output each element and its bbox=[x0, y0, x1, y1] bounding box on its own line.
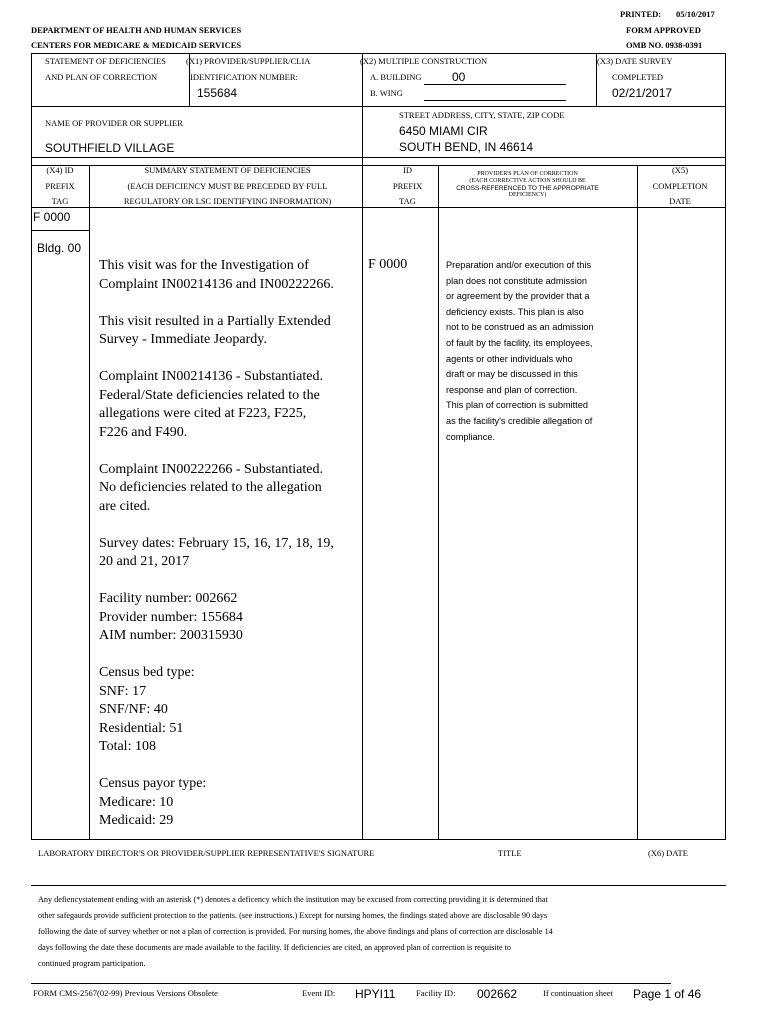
printed-date: 05/10/2017 bbox=[676, 9, 715, 19]
summary-line: SNF/NF: 40 bbox=[99, 702, 168, 717]
summary-statement bbox=[99, 257, 359, 831]
summary-header-2: (EACH DEFICIENCY MUST BE PRECEDED BY FULL bbox=[127, 181, 328, 191]
rule-col-header-bottom bbox=[31, 207, 726, 208]
summary-paragraph bbox=[99, 590, 359, 646]
poc-line: deficiency exists. This plan is also bbox=[446, 306, 584, 317]
summary-line: Survey dates: February 15, 16, 17, 18, 19, bbox=[99, 535, 334, 551]
department-title: DEPARTMENT OF HEALTH AND HUMAN SERVICES bbox=[31, 25, 242, 35]
x4-header-1: (X4) ID bbox=[46, 165, 74, 175]
poc-line: Preparation and/or execution of this bbox=[446, 260, 592, 270]
event-id-label: Event ID: bbox=[302, 988, 336, 998]
summary-paragraph bbox=[99, 535, 359, 572]
x3-label-1: (X3) DATE SURVEY bbox=[597, 56, 673, 66]
x4-header-2: PREFIX bbox=[45, 181, 75, 191]
address-line-2: SOUTH BEND, IN 46614 bbox=[399, 140, 534, 154]
summary-line: Census bed type: bbox=[99, 665, 195, 680]
summary-header-1: SUMMARY STATEMENT OF DEFICIENCIES bbox=[144, 165, 311, 175]
poc-line: as the facility's credible allegation of bbox=[446, 415, 593, 426]
rule-col-x4 bbox=[89, 208, 90, 840]
facility-id-value: 002662 bbox=[477, 987, 518, 1001]
summary-line: SNF: 17 bbox=[99, 683, 147, 699]
summary-line: 20 and 21, 2017 bbox=[99, 554, 190, 569]
footnote-line: following the date of survey whether or not a plan of correction is provided. For nursing homes, the above findings and plans of correction are disclosable 14 bbox=[38, 927, 553, 936]
summary-line: Provider number: 155684 bbox=[99, 609, 243, 625]
rule-left-a bbox=[31, 53, 32, 107]
summary-paragraph bbox=[99, 664, 359, 757]
poc-line: agents or other individuals who bbox=[446, 353, 573, 364]
summary-line: Census payor type: bbox=[99, 776, 207, 791]
building-value: 00 bbox=[452, 70, 466, 84]
summary-line: Survey - Immediate Jeopardy. bbox=[99, 332, 267, 347]
summary-line: Complaint IN00214136 - Substantiated. bbox=[99, 369, 323, 384]
provider-name-label: NAME OF PROVIDER OR SUPPLIER bbox=[45, 118, 183, 128]
continuation-label: If continuation sheet bbox=[543, 988, 613, 998]
poc-header-3: CROSS-REFERENCED TO THE APPROPRIATE bbox=[456, 185, 599, 192]
rule-signature-bottom bbox=[31, 885, 726, 886]
summary-line: Medicare: 10 bbox=[99, 794, 174, 810]
statement-label-1: STATEMENT OF DEFICIENCIES bbox=[45, 56, 167, 66]
rule-left-c bbox=[31, 165, 32, 840]
summary-paragraph bbox=[99, 368, 359, 442]
id-header-1: ID bbox=[403, 165, 412, 175]
footnote-line: continued program participation. bbox=[38, 959, 146, 968]
x6-date-label: (X6) DATE bbox=[648, 848, 688, 858]
summary-line: Complaint IN00222266 - Substantiated. bbox=[99, 461, 323, 477]
poc-line: This plan of correction is submitted bbox=[446, 400, 588, 411]
rule-top bbox=[31, 53, 726, 54]
page-number: Page 1 of 46 bbox=[633, 987, 702, 1001]
left-prefix-tag: F 0000 bbox=[33, 210, 71, 224]
x3-label-2: COMPLETED bbox=[612, 72, 663, 82]
footnote bbox=[38, 892, 658, 972]
summary-header-3: REGULATORY OR LSC IDENTIFYING INFORMATION) bbox=[123, 196, 332, 206]
wing-underline bbox=[424, 100, 566, 101]
rule-col-poc bbox=[637, 165, 638, 840]
printed-label: PRINTED: bbox=[620, 9, 662, 19]
summary-line: are cited. bbox=[99, 498, 151, 514]
summary-line: Residential: 51 bbox=[99, 720, 184, 736]
summary-line: This visit was for the Investigation of bbox=[99, 258, 309, 273]
poc-line: of fault by the facility, its employees, bbox=[446, 337, 593, 348]
provider-id-number: 155684 bbox=[197, 86, 238, 100]
poc-line: draft or may be discussed in this bbox=[446, 369, 578, 380]
id-header-2: PREFIX bbox=[392, 181, 423, 191]
summary-line: F226 and F490. bbox=[99, 424, 188, 440]
rule-provider-bottom bbox=[31, 157, 726, 158]
summary-line: Facility number: 002662 bbox=[99, 591, 238, 606]
signature-label: LABORATORY DIRECTOR'S OR PROVIDER/SUPPLIER REPRESENTATIVE'S SIGNATURE bbox=[38, 848, 375, 858]
survey-completed-date: 02/21/2017 bbox=[612, 86, 673, 100]
address-line-1: 6450 MIAMI CIR bbox=[399, 124, 488, 138]
x4-header-3: TAG bbox=[51, 196, 69, 206]
building-label: A. BUILDING bbox=[370, 72, 422, 82]
summary-paragraph bbox=[99, 313, 359, 350]
summary-line: Total: 108 bbox=[99, 739, 156, 754]
x5-header-1: (X5) bbox=[671, 165, 689, 175]
rule-col-summary bbox=[362, 165, 363, 840]
summary-line: This visit resulted in a Partially Extended bbox=[99, 313, 331, 329]
rule-col-x4-header bbox=[89, 165, 90, 207]
summary-line: Federal/State deficiencies related to the bbox=[99, 387, 320, 403]
facility-id-label: Facility ID: bbox=[416, 988, 456, 998]
summary-line: Complaint IN00214136 and IN00222266. bbox=[99, 276, 334, 292]
building-underline bbox=[424, 84, 566, 85]
id-header-3: TAG bbox=[399, 196, 416, 206]
rule-right-c bbox=[725, 165, 726, 840]
wing-label: B. WING bbox=[370, 88, 403, 98]
rule-col-id bbox=[438, 165, 439, 840]
x1-label-1: (X1) PROVIDER/SUPPLIER/CLIA bbox=[186, 56, 311, 66]
summary-paragraph bbox=[99, 257, 359, 294]
form-approved: FORM APPROVED bbox=[626, 25, 701, 35]
omb-number: OMB NO. 0938-0391 bbox=[626, 40, 703, 50]
centers-title: CENTERS FOR MEDICARE & MEDICAID SERVICES bbox=[31, 40, 242, 50]
summary-paragraph bbox=[99, 775, 359, 831]
poc-line: plan does not constitute admission bbox=[446, 275, 587, 286]
rule-x2 bbox=[362, 53, 363, 165]
poc-line: compliance. bbox=[446, 431, 496, 442]
rule-footer bbox=[31, 983, 671, 984]
footnote-line: Any defiencystatement ending with an asterisk (*) denotes a deficency which the institution may be excused from correcting providing it is determined that bbox=[38, 895, 548, 904]
plan-of-correction bbox=[446, 258, 634, 445]
rule-right-a bbox=[725, 53, 726, 165]
summary-line: Medicaid: 29 bbox=[99, 813, 174, 828]
title-label: TITLE bbox=[498, 848, 522, 858]
poc-line: not to be construed as an admission bbox=[446, 322, 594, 333]
right-prefix-tag: F 0000 bbox=[368, 257, 408, 272]
x5-header-2: COMPLETION bbox=[652, 181, 708, 191]
summary-line: No deficiencies related to the allegation bbox=[99, 480, 322, 495]
poc-header-2: (EACH CORRECTIVE ACTION SHOULD BE bbox=[469, 178, 586, 184]
provider-name: SOUTHFIELD VILLAGE bbox=[45, 141, 175, 155]
form-number: FORM CMS-2567(02-99) Previous Versions Obsolete bbox=[33, 988, 218, 998]
poc-line: or agreement by the provider that a bbox=[446, 291, 590, 302]
building-tag: Bldg. 00 bbox=[37, 241, 82, 255]
rule-body-bottom bbox=[31, 839, 726, 840]
summary-line: allegations were cited at F223, F225, bbox=[99, 406, 307, 421]
poc-header-4: DEFICIENCY) bbox=[508, 192, 547, 198]
x2-label: (X2) MULTIPLE CONSTRUCTION bbox=[360, 56, 488, 66]
summary-paragraph bbox=[99, 461, 359, 517]
statement-label-2: AND PLAN OF CORRECTION bbox=[45, 72, 158, 82]
address-label: STREET ADDRESS, CITY, STATE, ZIP CODE bbox=[399, 110, 565, 120]
rule-tag-row bbox=[31, 230, 89, 231]
footnote-line: other safegaurds provide sufficient protection to the patients. (see instructions.) Except for nursing homes, the findings stated above are disclosable 90 days bbox=[38, 911, 548, 920]
footnote-line: days following the date these documents are made available to the facility. If deficiencies are cited, an approved plan of correction is requisite to bbox=[38, 943, 512, 952]
poc-header-1: PROVIDER'S PLAN OF CORRECTION bbox=[477, 171, 578, 177]
summary-line: AIM number: 200315930 bbox=[99, 628, 243, 643]
x1-label-2: IDENTIFICATION NUMBER: bbox=[190, 72, 298, 82]
x5-header-3: DATE bbox=[669, 196, 691, 206]
rule-mid bbox=[31, 106, 726, 107]
poc-line: response and plan of correction. bbox=[446, 384, 578, 395]
event-id-value: HPYI11 bbox=[355, 987, 396, 1001]
